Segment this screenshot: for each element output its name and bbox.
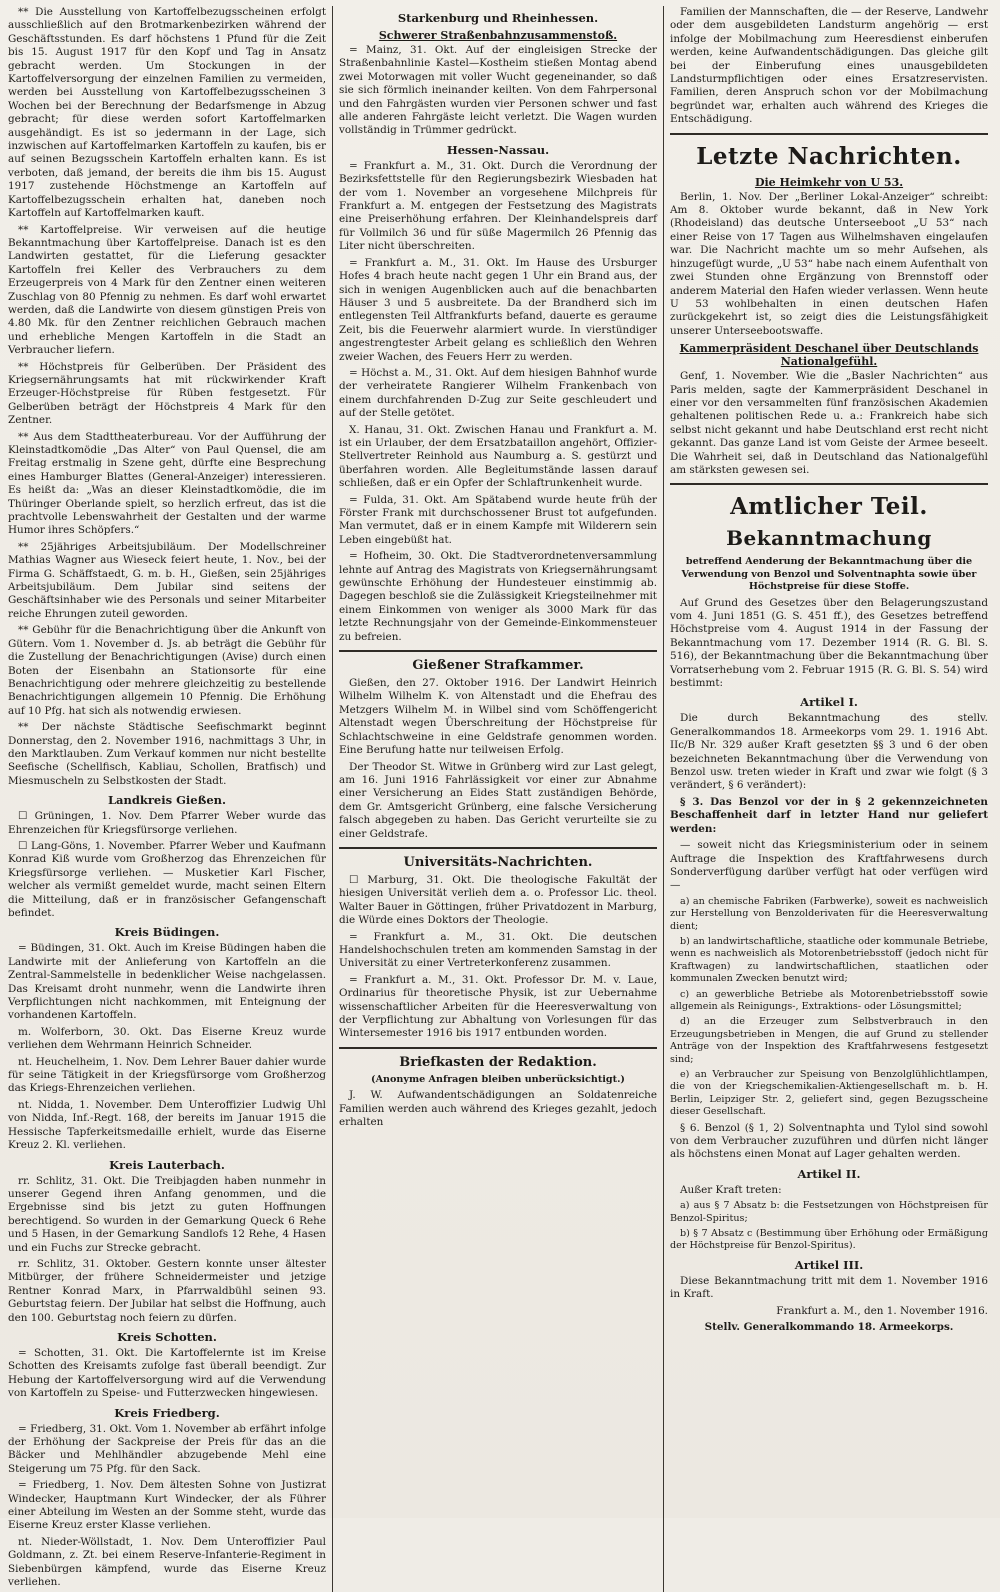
bekanntmachung-subject: betreffend Aenderung der Bekanntmachung über die Verwendung von Benzol und Solventnaphta sowie über Höchstpreise für diese Stoffe. (681, 556, 977, 593)
section-heading-briefkasten: Briefkasten der Redaktion. (399, 1054, 597, 1070)
section-divider (339, 1047, 657, 1049)
heading-artikel-1: Artikel I. (800, 695, 858, 710)
subheading-deschanel: Kammerpräsident Deschanel über Deutschlands Nationalgefühl. (679, 342, 979, 369)
article-stadttheater: ** Aus dem Stadttheaterbureau. Vor der Aufführung der Kleinstadtkomödie „Das Alter“ von Paul Quensel, die am Freitag erstmalig in Szene geht, dürfte eine Besprechung eines Hamburger Blattes (General-Anzeiger) interessieren. Es heißt da: „Was an dieser Kleinstadtkomödie, die im Thüringer Oberlande spielt, so herzlich erfreut, das ist die prachtvolle Lebenswahrheit der Gestalten und der warme Humor ihres Schöpfers.“ (8, 430, 326, 537)
article-frankfurt-laue: = Frankfurt a. M., 31. Okt. Professor Dr. M. v. Laue, Ordinarius für theoretische Physik, ist zur Uebernahme wissenschaftlicher Arbeiten für die Heeresverwaltung von der Verpflichtung zur Abhaltung von Vorlesungen für das Wintersemester 1916 bis 1917 entbunden worden. (339, 973, 657, 1040)
artikel-3-text: Diese Bekanntmachung tritt mit dem 1. November 1916 in Kraft. (670, 1274, 988, 1301)
article-buedingen: = Büdingen, 31. Okt. Auch im Kreise Büdingen haben die Landwirte mit der Anlieferung von Kartoffeln an die Zentral-Sammelstelle in bedenklicher Weise nachgelassen. Das Kreisamt droht nunmehr, wenn die Landwirte ihren Verpflichtungen nicht nachkommen, mit Enteignung der vorhandenen Kartoffeln. (8, 942, 326, 1022)
article-frankfurt-milch: = Frankfurt a. M., 31. Okt. Durch die Verordnung der Bezirksfettstelle für den Regierungsbezirk Wiesbaden hat der vom 1. November an vorgesehene Milchpreis für Frankfurt a. M. entgegen der Festsetzung des Magistrats eine Preiserhöhung erfahren. Der Kleinhandelspreis darf für Vollmilch 36 und für süße Magermilch 26 Pfennig das Liter nicht überschreiten. (339, 159, 657, 253)
section-heading-starkenburg: Starkenburg und Rheinhessen. (397, 11, 599, 25)
article-schotten: = Schotten, 31. Okt. Die Kartoffelernte ist im Kreise Schotten des Kreisamts zufolge fast überall beendigt. Zur Hebung der Kartoffelversorgung wird auf die Verwendung von Kartoffeln zu Speise- und Futterzwecken hingewiesen. (8, 1346, 326, 1400)
artikel-2-intro: Außer Kraft treten: (680, 1183, 782, 1196)
article-briefkasten-cont: Familien der Mannschaften, die — der Reserve, Landwehr oder dem ausgebildeten Landsturm angehörig — erst infolge der Mobilmachung zum Heeresdienst einberufen werden, keine Aufwandentschädigungen. Das gleiche gilt bei der Einberufung eines unausgebildeten Landsturmpflichtigen oder eines Ersatzreservisten. Familien, deren Anspruch schon vor der Mobilmachung begründet war, erhalten auch während des Krieges die Entschädigung. (670, 6, 988, 126)
column-left (8, 6, 326, 1592)
article-seefischmarkt: ** Der nächste Städtische Seefischmarkt beginnt Donnerstag, den 2. November 1916, nachmittags 3 Uhr, in den Marktlauben. Zum Verkauf kommen nur nicht bestellte Seefische (Schellfisch, Kabliau, Schollen, Bratfisch) und Miesmuscheln zu Selbstkosten der Stadt. (8, 721, 326, 787)
subheading-u53: Die Heimkehr von U 53. (754, 175, 904, 189)
signature-date: Frankfurt a. M., den 1. November 1916. (776, 1304, 988, 1317)
section-heading-hessen-nassau: Hessen-Nassau. (446, 142, 550, 157)
signature-authority: Stellv. Generalkommando 18. Armeekorps. (704, 1321, 954, 1334)
section-heading-kreis-buedingen: Kreis Büdingen. (114, 925, 220, 940)
section-heading-kreis-friedberg: Kreis Friedberg. (114, 1405, 220, 1420)
paragraph-3-note: — soweit nicht das Kriegsministerium oder in seinem Auftrage die Inspektion des Kraftfahrwesens durch Sonderverfügung darüber verfügt hat oder verfügen wird — (670, 839, 988, 892)
section-divider (670, 133, 988, 135)
section-heading-landkreis-giessen: Landkreis Gießen. (107, 793, 227, 808)
article-arbeitsjubilaeum: ** 25jähriges Arbeitsjubiläum. Der Modellschreiner Mathias Wagner aus Wieseck feiert heute, 1. Nov., bei der Firma G. Schäffstaedt, G. m. b. H., Gießen, sein 25jähriges Arbeitsjubiläum. Dem Jubilar sind seitens der Geschäftsinhaber wie des Personals und seiner Mitarbeiter reiche Ehrungen zuteil geworden. (8, 540, 326, 620)
article-lang-goens: ☐ Lang-Göns, 1. November. Pfarrer Weber und Kaufmann Konrad Kiß wurde vom Großherzog das Ehrenzeichen für Kriegsfürsorge verliehen. — Musketier Karl Fischer, welcher als vermißt gemeldet wurde, macht seinen Eltern die Mitteilung, daß er in französischer Gefangenschaft befindet. (8, 839, 326, 919)
article-strafkammer-2: Der Theodor St. Witwe in Grünberg wird zur Last gelegt, am 16. Juni 1916 Fahrlässigkeit vor einer zur Abnahme einer Versicherung an Eides Statt zuständigen Behörde, dem Gr. Amtsgericht Grünberg, eine falsche Versicherung falsch abgegeben zu haben. Das Gericht verurteilte sie zu einer Geldstrafe. (339, 760, 657, 840)
article-grueningen: ☐ Grüningen, 1. Nov. Dem Pfarrer Weber wurde das Ehrenzeichen für Kriegsfürsorge verliehen. (8, 810, 326, 836)
article-gelberueben: ** Höchstpreis für Gelberüben. Der Präsident des Kriegsernährungsamts hat mit rückwirkender Kraft Erzeuger-Höchstpreise für Rüben festgesetzt. Für Gelberüben beträgt der Höchstpreis 4 Mark für den Zentner. (8, 360, 326, 427)
article-hanau: X. Hanau, 31. Okt. Zwischen Hanau und Frankfurt a. M. ist ein Urlauber, der dem Ersatzbataillon angehört, Offizier-Stellvertreter Reinhold aus Naumburg a. S. gestürzt und überfahren worden. Alle Begleitumstände lassen darauf schließen, daß er ein Opfer der Schlaftrunkenheit wurde. (339, 423, 657, 490)
briefkasten-note: (Anonyme Anfragen bleiben unberücksichtigt.) (371, 1073, 625, 1085)
paragraph-6: § 6. Benzol (§ 1, 2) Solventnaphta und Tylol sind sowohl von dem Verbraucher zuzuführen und dürfen nicht länger als höchstens einen Monat auf Lager gehalten werden. (670, 1121, 988, 1161)
artikel-2-a: a) aus § 7 Absatz b: die Festsetzungen von Höchstpreisen für Benzol-Spiritus; (670, 1200, 988, 1224)
section-heading-kreis-schotten: Kreis Schotten. (117, 1329, 217, 1344)
heading-artikel-3: Artikel III. (794, 1257, 864, 1272)
article-gebuehr: ** Gebühr für die Benachrichtigung über die Ankunft von Gütern. Vom 1. November d. Js. ab beträgt die Gebühr für die Zustellung der Benachrichtigungen (Avise) durch einen Boten der Eisenbahn an Stationsorte für eine Benachrichtigung oder mehrere gleichzeitig zu bestellende Benachrichtigungen allgemein 10 Pfennig. Die Erhöhung auf 10 Pfg. hat sich als notwendig erwiesen. (8, 624, 326, 717)
article-briefkasten: J. W. Aufwandentschädigungen an Soldatenreiche Familien werden auch während des Krieges gezahlt, jedoch erhalten (339, 1089, 657, 1129)
article-hofheim: = Hofheim, 30. Okt. Die Stadtverordnetenversammlung lehnte auf Antrag des Magistrats von Kriegsernährungsamt gewünschte Erhöhung der Hundesteuer einstimmig ab. Dagegen beschloß sie die Zulässigkeit Kriegsteilnehmer mit einem Einkommen von weniger als 3000 Mark für das letzte Rechnungsjahr von der Gemeinde-Einkommensteuer zu befreien. (339, 550, 657, 643)
paragraph-3-heading: § 3. Das Benzol vor der in § 2 gekennzeichneten Beschaffenheit darf in letzter Hand nur geliefert werden: (670, 795, 988, 835)
article-frankfurt-brand: = Frankfurt a. M., 31. Okt. Im Hause des Ursburger Hofes 4 brach heute nacht gegen 1 Uhr ein Brand aus, der sich in wenigen Augenblicken auch auf die benachbarten Häuser 3 und 5 ausbreitete. Da der Brandherd sich im entlegensten Teil Altfrankfurts befand, dauerte es geraume Zeit, bis die Feuerwehr alarmiert wurde. In vierstündiger angestrengtester Arbeit gelang es schließlich den Wehren zweier Wachen, des Feuers Herr zu werden. (339, 256, 657, 363)
list-item-c: c) an gewerbliche Betriebe als Motorenbetriebsstoff sowie allgemein als Reinigungs-, Extraktions- oder Lösungsmittel; (670, 988, 988, 1012)
article-schlitz-geburtstag: rr. Schlitz, 31. Oktober. Gestern konnte unser ältester Mitbürger, der frühere Schneidermeister und jetzige Rentner Konrad Marx, in Pfarrwaldbühl seinen 93. Geburtstag feiern. Der Jubilar hat selbst die Hoffnung, auch den 100. Geburtstag noch feiern zu dürfen. (8, 1257, 326, 1324)
section-divider (339, 650, 657, 652)
artikel-2-b: b) § 7 Absatz c (Bestimmung über Erhöhung oder Ermäßigung der Höchstpreise für Benzol-Spiritus). (670, 1228, 988, 1252)
article-wolferborn: m. Wolferborn, 30. Okt. Das Eiserne Kreuz wurde verliehen dem Wehrmann Heinrich Schneider. (8, 1025, 326, 1052)
article-mainz: = Mainz, 31. Okt. Auf der eingleisigen Strecke der Straßenbahnlinie Kastel—Kostheim stießen Montag abend zwei Motorwagen mit voller Wucht gegeneinander, so daß sie sich förmlich ineinander keilten. Von dem Fahrpersonal und den Fahrgästen wurden vier Personen schwer und fast alle anderen Fahrgäste leicht verletzt. Die Wagen wurden vollständig in Trümmer gedrückt. (339, 44, 657, 137)
heading-artikel-2: Artikel II. (797, 1166, 861, 1181)
section-heading-letzte-nachrichten: Letzte Nachrichten. (696, 142, 962, 170)
article-nieder-woellstadt: nt. Nieder-Wöllstadt, 1. Nov. Dem Unteroffizier Paul Goldmann, z. Zt. bei einem Reserve-Infanterie-Regiment in Siebenbürgen kämpfend, wurde das Eiserne Kreuz verliehen. (8, 1535, 326, 1589)
section-heading-kreis-lauterbach: Kreis Lauterbach. (109, 1157, 225, 1172)
section-divider (339, 847, 657, 849)
article-marburg: ☐ Marburg, 31. Okt. Die theologische Fakultät der hiesigen Universität verlieh dem a. o. Professor Lic. theol. Walter Bauer in Göttingen, früher Privatdozent in Marburg, die Würde eines Doktors der Theologie. (339, 873, 657, 927)
article-hoechst: = Höchst a. M., 31. Okt. Auf dem hiesigen Bahnhof wurde der verheiratete Rangierer Wilhelm Frankenbach von einem durchfahrenden D-Zug zur Seite geschleudert und auf der Stelle getötet. (339, 366, 657, 420)
column-rule-2 (663, 6, 664, 1592)
section-heading-amtlicher-teil: Amtlicher Teil. (730, 493, 928, 521)
article-kartoffelpreise: ** Kartoffelpreise. Wir verweisen auf die heutige Bekanntmachung über Kartoffelpreise. Danach ist es den Landwirten gestattet, für die Lieferung gesackter Kartoffeln frei Keller des Verbrauchers zu dem Erzeugerpreis von 4 Mark für den Zentner einen weiteren Zuschlag von 80 Pfennig zu nehmen. Es darf wohl erwartet werden, daß die Landwirte von diesem günstigen Preis von 4.80 Mk. für den Zentner reichlichen Gebrauch machen und erhebliche Mengen Kartoffeln in die Stadt an Verbraucher liefern. (8, 223, 326, 357)
column-rule-1 (332, 6, 333, 1592)
article-fulda: = Fulda, 31. Okt. Am Spätabend wurde heute früh der Förster Frank mit durchschossener Brust tot aufgefunden. Man vermutet, daß er in einem Kampfe mit Wilderern sein Leben eingebüßt hat. (339, 493, 657, 546)
artikel-1-text: Die durch Bekanntmachung des stellv. Generalkommandos 18. Armeekorps vom 29. 1. 1916 Abt. IIc/B Nr. 329 außer Kraft gesetzten §§ 3 und 6 der oben bezeichneten Bekanntmachung über die Verwendung von Benzol usw. treten wieder in Kraft und zwar wie folgt (§ 3 verändert, § 6 verändert): (670, 712, 988, 792)
heading-bekanntmachung: Bekanntmachung (726, 526, 932, 551)
list-item-e: e) an Verbraucher zur Speisung von Benzolglühlichtlampen, die von der Kriegschemikalien-Aktiengesellschaft m. b. H. Berlin, Leipziger Str. 2, geliefert sind, gegen Bezugsscheine dieser Gesellschaft. (670, 1069, 988, 1118)
column-right (670, 6, 988, 1592)
column-middle (339, 6, 657, 1592)
article-deschanel: Genf, 1. November. Wie die „Basler Nachrichten“ aus Paris melden, sagte der Kammerpräsident Deschanel in einer vor den versammelten fünf französischen Akademien gehaltenen politischen Rede u. a.: Frankreich habe sich selbst nicht gekannt und habe Deutschland erst recht nicht gekannt. Das ganze Land ist vom Geiste der Armee beseelt. Die Wahrheit sei, daß in Deutschland das Nationalgefühl am stärksten gewesen sei. (670, 370, 988, 476)
article-frankfurt-handelshochschulen: = Frankfurt a. M., 31. Okt. Die deutschen Handelshochschulen treten am kommenden Samstag in der Universität zu einer Vertreterkonferenz zusammen. (339, 930, 657, 970)
article-schlitz-treibjagd: rr. Schlitz, 31. Okt. Die Treibjagden haben nunmehr in unserer Gegend ihren Anfang genommen, und die Ergebnisse sind bis jetzt zu guten Hoffnungen berechtigend. So wurden in der Gemarkung Queck 6 Rehe und 5 Hasen, in der Gemarkung Sandlofs 12 Rehe, 4 Hasen und ein Fuchs zur Strecke gebracht. (8, 1174, 326, 1254)
list-item-d: d) an die Erzeuger zum Selbstverbrauch in den Erzeugungsbetrieben in Mengen, die auf Grund zu stellender Anträge von der Inspektion des Kraftfahrwesens festgesetzt sind; (670, 1016, 988, 1065)
bekanntmachung-preamble: Auf Grund des Gesetzes über den Belagerungszustand vom 4. Juni 1851 (G. S. 451 ff.), des Gesetzes betreffend Höchstpreise vom 4. August 1914 in der Fassung der Bekanntmachung vom 17. Dezember 1914 (R. G. Bl. S. 516), der Bekanntmachung über die Bekanntmachung über Vorratserhebung vom 2. Februar 1915 (R. G. Bl. S. 54) wird bestimmt: (670, 596, 988, 690)
list-item-b: b) an landwirtschaftliche, staatliche oder kommunale Betriebe, wenn es nachweislich als Motorenbetriebsstoff (jedoch nicht für Kraftwagen) zu landwirtschaftlichen, staatlichen oder kommunalen Zwecken benutzt wird; (670, 935, 988, 985)
subheading-strassenbahn: Schwerer Straßenbahnzusammenstoß. (378, 29, 618, 42)
article-friedberg-kreuz: = Friedberg, 1. Nov. Dem ältesten Sohne von Justizrat Windecker, Hauptmann Kurt Windecker, der als Führer einer Abteilung im Westen an der Somme steht, wurde das Eiserne Kreuz erster Klasse verliehen. (8, 1479, 326, 1532)
list-item-a: a) an chemische Fabriken (Farbwerke), soweit es nachweislich zur Herstellung von Benzolderivaten für die Heeresverwaltung dient; (670, 895, 988, 932)
article-heuchelheim: nt. Heuchelheim, 1. Nov. Dem Lehrer Bauer dahier wurde für seine Tätigkeit in der Kriegsfürsorge vom Großherzog das Kriegs-Ehrenzeichen verliehen. (8, 1055, 326, 1095)
article-friedberg-mehl: = Friedberg, 31. Okt. Vom 1. November ab erfährt infolge der Erhöhung der Sackpreise der Preis für das an die Bäcker und Mehlhändler abzugebende Mehl eine Steigerung um 75 Pfg. für den Sack. (8, 1422, 326, 1475)
article-strafkammer-1: Gießen, den 27. Oktober 1916. Der Landwirt Heinrich Wilhelm Wilhelm K. von Altenstadt und die Ehefrau des Metzgers Wilhelm M. in Wilbel sind vom Schöffengericht Altenstadt wegen Überschreitung der Höchstpreise für Schlachtschweine in eine Geldstrafe genommen worden. Eine Berufung hatte nur teilweisen Erfolg. (339, 677, 657, 757)
article-kartoffelbezugsscheine: ** Die Ausstellung von Kartoffelbezugsscheinen erfolgt ausschließlich auf den Brotmarkenbezirken während der Geschäftsstunden. Es darf höchstens 1 Pfund für die Zeit bis 15. August 1917 für den Kopf und Tag in Ansatz gebracht werden. Um Stockungen in der Kartoffelversorgung der einzelnen Familien zu vermeiden, werden bei Ausstellung von Kartoffelbezugsscheinen 3 Wochen bei der Berechnung der Bedarfsmenge in Abzug gebracht; für diese werden sofort Kartoffelmarken ausgehändigt. Es ist so jedermann in der Lage, sich inzwischen auf Kartoffelmarken Kartoffeln zu kaufen, bis er auf seinen Bezugsschein Kartoffeln erhalten kann. Es ist verboten, daß jemand, der bereits die ihm bis 15. August 1917 zustehende Höchstmenge an Kartoffeln auf Kartoffelbezugsschein erhalten hat, daneben noch Kartoffeln auf Kartoffelmarken kauft. (8, 6, 326, 220)
section-heading-universitaet: Universitäts-Nachrichten. (403, 854, 593, 870)
article-u53: Berlin, 1. Nov. Der „Berliner Lokal-Anzeiger“ schreibt: Am 8. Oktober wurde bekannt, daß in New York (Rhodeisland) das deutsche Unterseeboot „U 53“ nach einer Reise von 17 Tagen aus Wilhelmshaven eingelaufen war. Die Nachricht machte um so mehr Aufsehen, als hinzugefügt wurde, „U 53“ habe nach einem Aufenthalt von zwei Stunden ohne Ergänzung von Brennstoff oder anderem Material den Hafen wieder verlassen. Wenn heute U 53 wohlbehalten in einen deutschen Hafen zurückgekehrt ist, so zeigt dies die Leistungsfähigkeit unserer Unterseebootswaffe. (670, 190, 988, 337)
section-divider (670, 483, 988, 485)
section-heading-strafkammer: Gießener Strafkammer. (412, 658, 584, 674)
article-nidda: nt. Nidda, 1. November. Dem Unteroffizier Ludwig Uhl von Nidda, Inf.-Regt. 168, der bereits im Januar 1915 die Hessische Tapferkeitsmedaille erhielt, wurde das Eiserne Kreuz 2. Kl. verliehen. (8, 1098, 326, 1152)
